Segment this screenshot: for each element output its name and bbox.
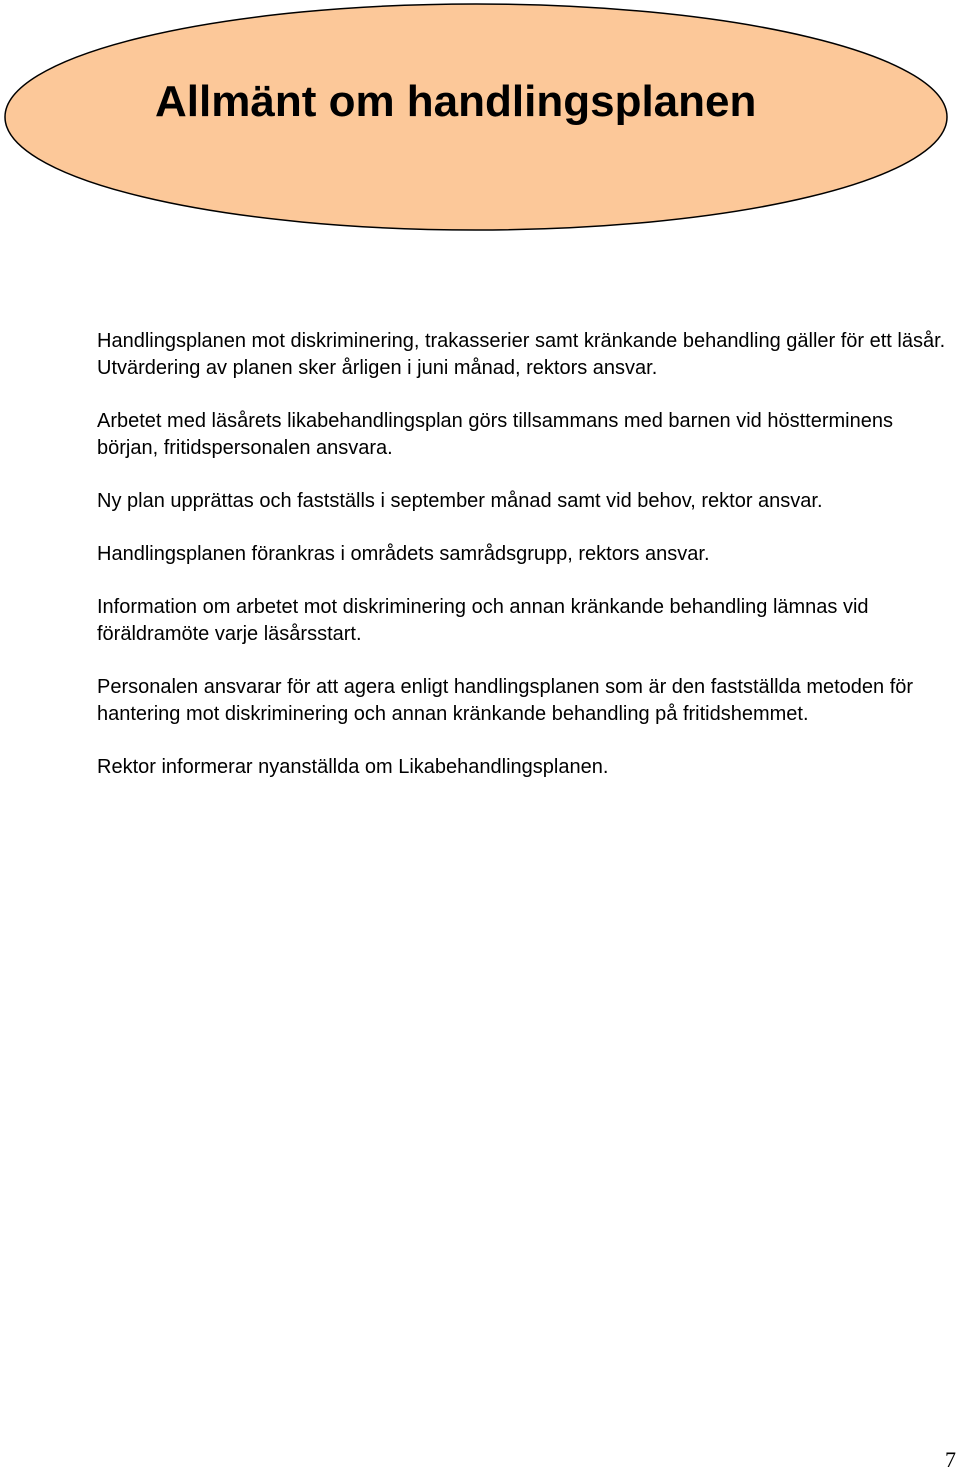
page-number: 7 — [945, 1447, 956, 1472]
paragraph: Ny plan upprättas och fastställs i september månad samt vid behov, rektor ansvar. — [97, 490, 823, 512]
title-ellipse — [0, 0, 960, 240]
paragraph: Rektor informerar nyanställda om Likabehandlingsplanen. — [97, 756, 609, 778]
page-title: Allmänt om handlingsplanen — [155, 77, 757, 126]
paragraph: Handlingsplanen förankras i områdets samrådsgrupp, rektors ansvar. — [97, 543, 710, 565]
body-text — [97, 328, 957, 807]
paragraph: Personalen ansvarar för att agera enligt handlingsplanen som är den fastställda metoden för hantering mot diskriminering och annan kränkande behandling på fritidshemmet. — [97, 676, 914, 725]
paragraph: Information om arbetet mot diskriminering och annan kränkande behandling lämnas vid föräldramöte varje läsårsstart. — [97, 596, 869, 645]
paragraph: Arbetet med läsårets likabehandlingsplan görs tillsammans med barnen vid höstterminens början, fritidspersonalen ansvara. — [97, 410, 893, 459]
paragraph: Handlingsplanen mot diskriminering, trakasserier samt kränkande behandling gäller för ett läsår. Utvärdering av planen sker årligen i juni månad, rektors ansvar. — [97, 330, 946, 379]
